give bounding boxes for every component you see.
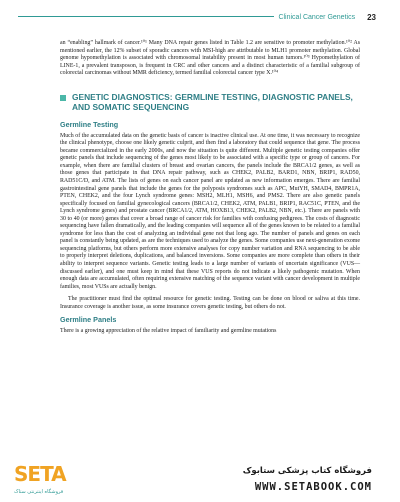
paragraph-germline-panels: There is a growing appreciation of the relative impact of familiarity and germline mutations bbox=[60, 328, 277, 335]
paragraph-epigenetics: an “enabling” hallmark of cancer.¹⁰¹ Many DNA repair genes listed in Table 1.2 are sensitive to promoter methylation.¹⁰² As mentioned earlier, the 12% subset of sporadic cancers with MSI-high are attributable to MLH1 promoter methylation. Global genome hypomethylation is associated with chromosomal instability present in most human tumors.¹⁰³ Hypomethylation of LINE-1, a prevalent transposon, is frequent in CRC and other cancers and a distinct characteristic of a familial subgroup of colorectal carcinomas without MMR deficiency, termed familial colorectal cancer type X.¹⁰⁴ bbox=[60, 40, 360, 77]
page-body bbox=[60, 40, 360, 336]
section-title: GENETIC DIAGNOSTICS: GERMLINE TESTING, DIAGNOSTIC PANELS, AND SOMATIC SEQUENCING bbox=[72, 91, 353, 112]
paragraph-practitioner: The practitioner must find the optimal resource for genetic testing. Testing can be done on blood or saliva at this time. Insurance coverage is another issue, as some insurance covers genetic testing, but others do not. bbox=[60, 296, 360, 310]
subheading-germline-testing: Germline Testing bbox=[60, 119, 119, 129]
subheading-germline-panels: Germline Panels bbox=[60, 315, 117, 325]
store-name: فروشگاه کتاب پزشکی ستابوک bbox=[242, 466, 372, 476]
page-number: 23 bbox=[367, 12, 376, 22]
running-header bbox=[0, 10, 400, 24]
running-title: Clinical Cancer Genetics bbox=[274, 14, 355, 21]
paragraph-germline-testing: Much of the accumulated data on the genetic basis of cancer is inactive clinical use. At one time, it was necessary to recognize the clinical phenotype, choose one likely genetic culprit, and then find a laboratory that could sequence that gene. The process became commercialized in the early 2000s, and now the situation is quite different. Multiple genetic testing companies offer genetic panels that include sequencing of the genes most likely to be associated with a specific type or group of cancers. For example, when there are familial clusters of breast and ovarian cancers, the panels include the BRCA1/2 genes, as well as those genes that participate in that DNA repair pathway, such as CHEK2, PALB2, BARD1, NBN, BRIP1, RAD50, RAD51C/D, and ATM. The lists of genes on each cancer panel are updated as new information emerges. There are familial gastrointestinal gene panels that include the genes for the polyposis syndromes such as APC, MutYH, SMAD4, BMPR1A, PTEN, CHEK2, and the four Lynch syndrome genes: MSH2, MLH1, MSH6, and PMS2. There are also genetic panels specifically focused on familial gynecological cancers (BRCA1/2, CHEK2, ATM, PALB1, BRIP1, RAC51C, PTEN, and the Lynch syndrome genes) and prostate cancer (BRCA1/2, ATM, HOXB13, CHEK2, PALB2, NBN, etc.). There are panels with 30 to 40 (or more) genes that cover a broad range of cancer risk for families with confusing pedigrees. The costs of diagnostic sequencing have fallen dramatically, and the leading companies will sequence all of the genes known to be related to a familial syndrome for less than the cost of analyzing an individual gene not that long ago. The number of panels and genes on each panel is constantly being updated, as are the techniques used to analyze the genes. Some companies use next-generation exome sequencing platforms, but others perform more extensive analyses for copy number variation and RNA sequencing to be able to properly interpret deletions, duplications, and balanced inversions. Some companies are more complete than others in their ability to interpret sequence variants. Genetic testing leads to a large number of variants of uncertain significance (VUS—discussed earlier), and one must keep in mind that these VUS reports do not indicate a likely pathogenic mutation. When enough data are accumulated, often requiring extensive matching of the sequence variant with cancer development in multiple families, most VUSs are actually benign. bbox=[60, 132, 360, 290]
seta-logo: SETA bbox=[14, 462, 66, 486]
seta-logo-caption: فروشگاه اینترنتی ستاک bbox=[14, 489, 64, 495]
section-marker bbox=[60, 95, 66, 101]
store-url: WWW.SETABOOK.COM bbox=[254, 481, 372, 493]
section-heading bbox=[60, 92, 360, 112]
